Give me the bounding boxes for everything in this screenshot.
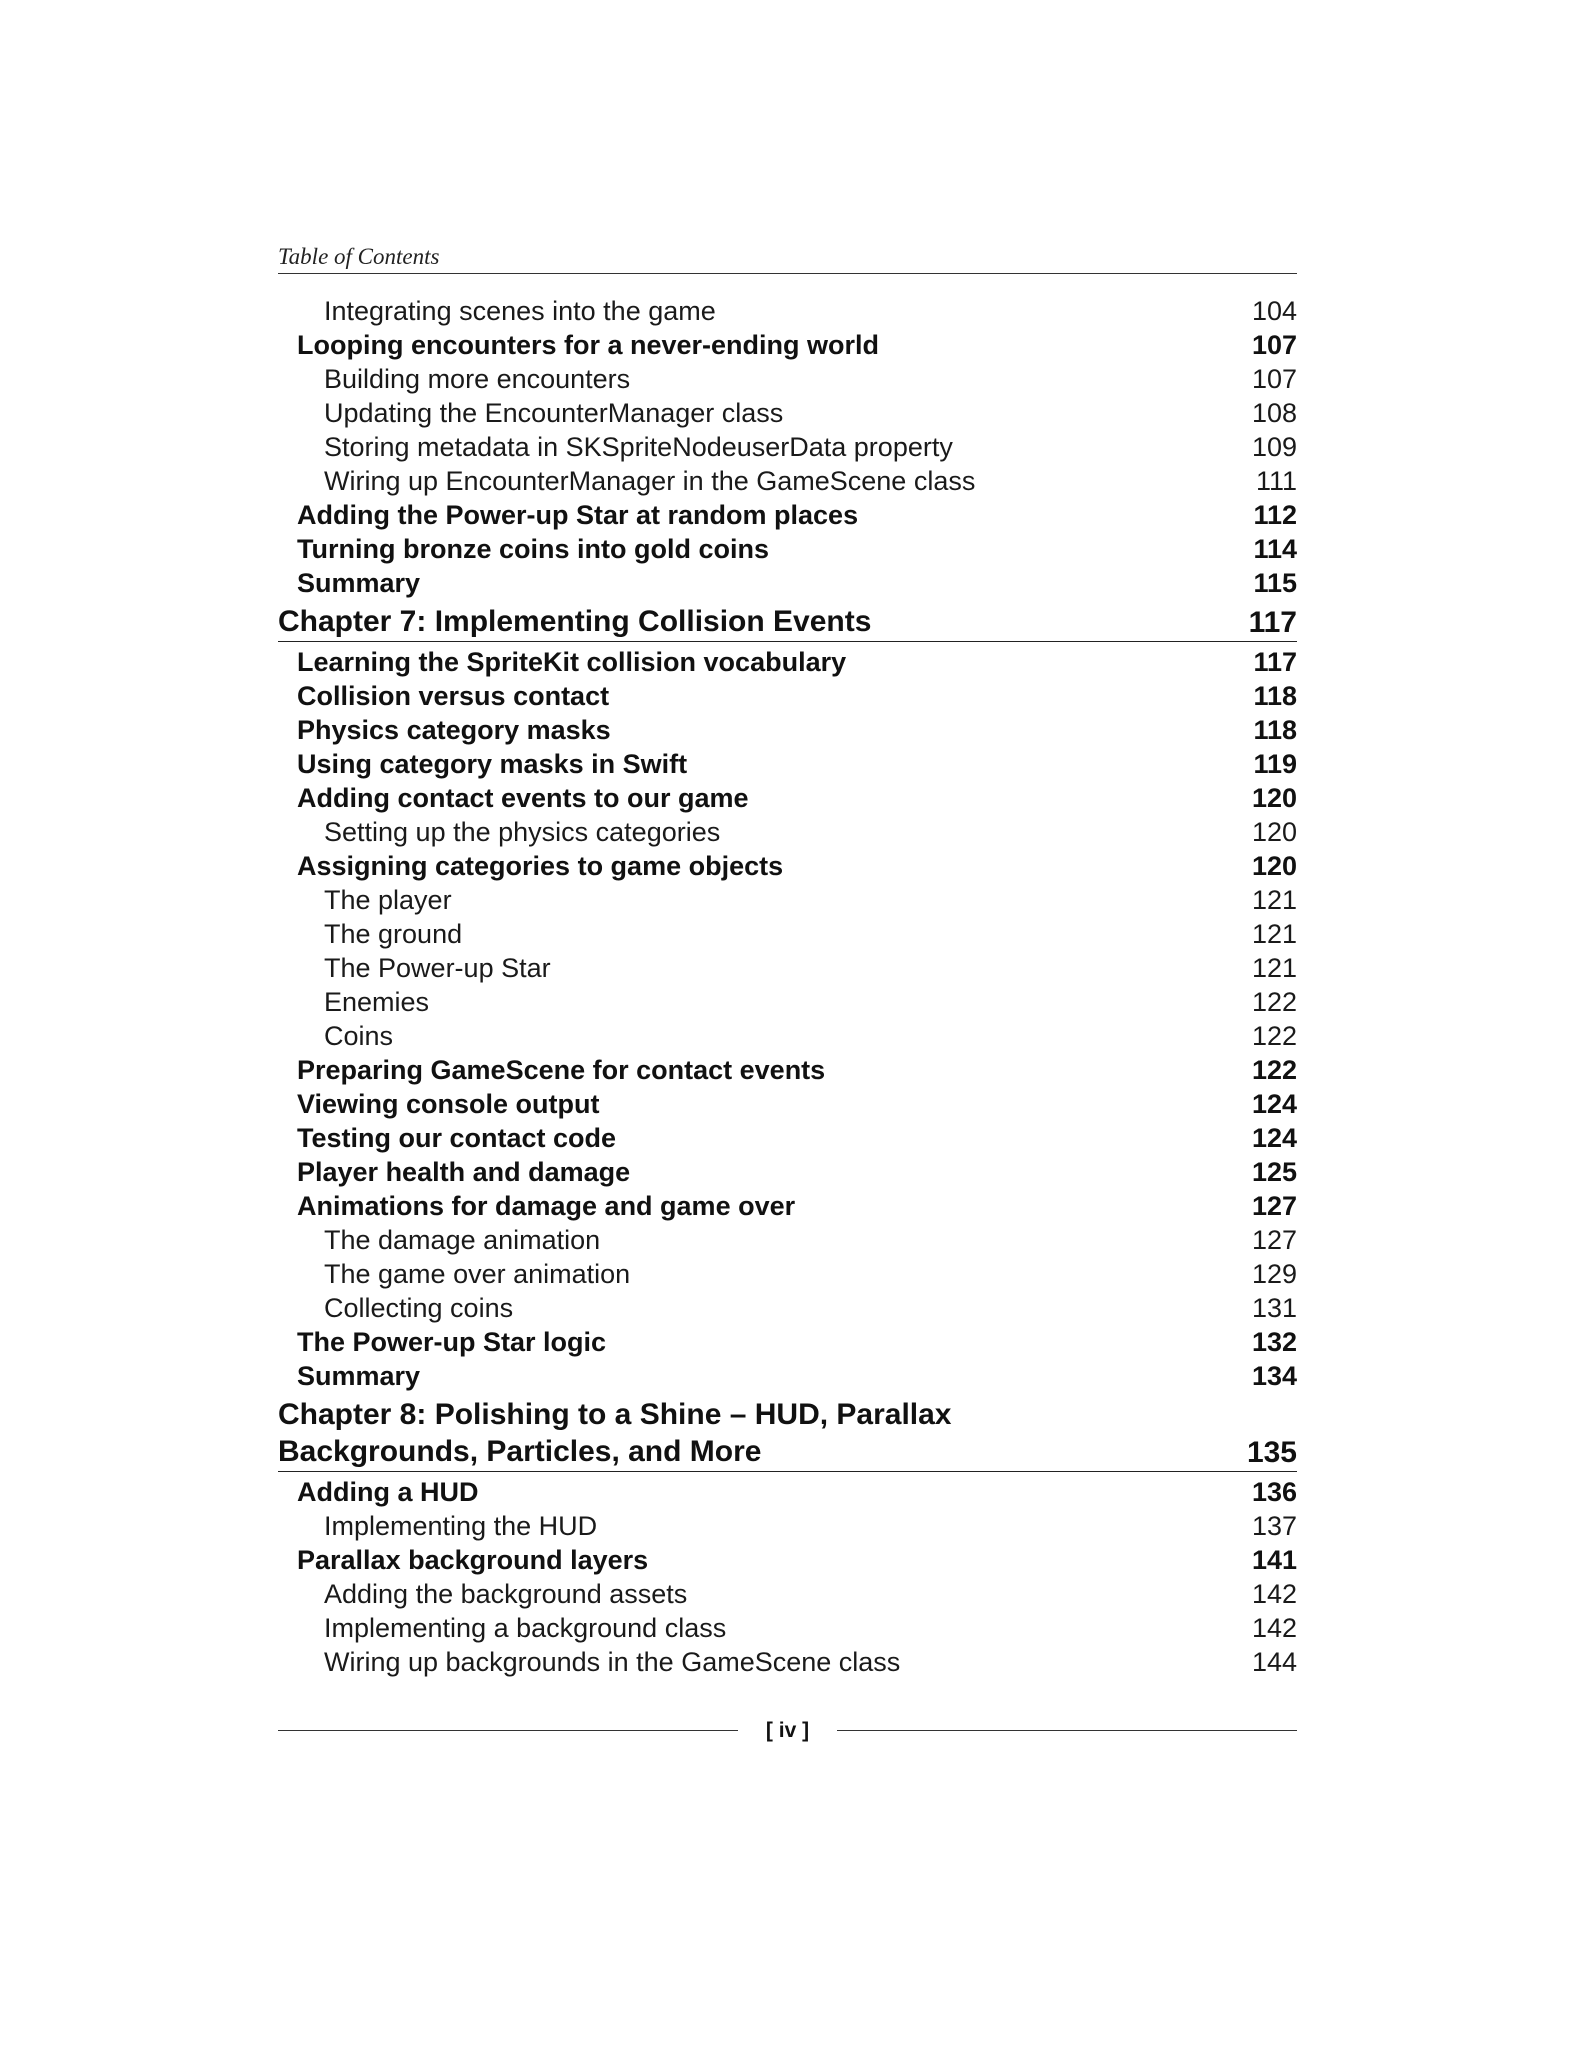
- entry-title: The ground: [324, 919, 463, 949]
- entry-title: Physics category masks: [297, 715, 611, 745]
- toc-section-entry[interactable]: [278, 1359, 1297, 1393]
- page-number: [ iv ]: [765, 1719, 810, 1742]
- entry-title: The Power-up Star logic: [297, 1327, 607, 1357]
- entry-page: 120: [1251, 783, 1297, 813]
- toc-subsection-entry[interactable]: [278, 815, 1297, 849]
- entry-title: Collecting coins: [324, 1293, 514, 1323]
- entry-title: Building more encounters: [324, 364, 631, 394]
- entry-page: 122: [1251, 987, 1297, 1017]
- toc-section-entry[interactable]: [278, 1087, 1297, 1121]
- entry-title: Using category masks in Swift: [297, 749, 688, 779]
- toc-subsection-entry[interactable]: [278, 430, 1297, 464]
- entry-title: The game over animation: [324, 1259, 631, 1289]
- entry-page: 107: [1251, 364, 1297, 394]
- toc-section-entry[interactable]: [278, 1475, 1297, 1509]
- toc-subsection-entry[interactable]: [278, 362, 1297, 396]
- entry-title: Implementing the HUD: [324, 1511, 598, 1541]
- entry-page: 131: [1251, 1293, 1297, 1323]
- entry-title: Wiring up backgrounds in the GameScene class: [324, 1647, 901, 1677]
- entry-page: 127: [1251, 1191, 1297, 1221]
- entry-page: 122: [1251, 1055, 1297, 1085]
- entry-title: The damage animation: [324, 1225, 601, 1255]
- toc-section-entry[interactable]: [278, 328, 1297, 362]
- entry-title: Collision versus contact: [297, 681, 610, 711]
- entry-title: The player: [324, 885, 452, 915]
- toc-section-entry[interactable]: [278, 645, 1297, 679]
- entry-title: Enemies: [324, 987, 430, 1017]
- toc-section-entry[interactable]: [278, 679, 1297, 713]
- entry-page: 117: [1253, 647, 1297, 677]
- toc-subsection-entry[interactable]: [278, 917, 1297, 951]
- entry-title: Adding the background assets: [324, 1579, 688, 1609]
- toc-subsection-entry[interactable]: [278, 1019, 1297, 1053]
- chapter-page: 117: [1248, 606, 1297, 639]
- entry-page: 118: [1253, 681, 1297, 711]
- entry-page: 114: [1253, 534, 1297, 564]
- chapter-page: 135: [1246, 1436, 1297, 1469]
- entry-page: 136: [1251, 1477, 1297, 1507]
- chapter-title: Chapter 7: Implementing Collision Events: [278, 605, 872, 638]
- entry-title: Updating the EncounterManager class: [324, 398, 784, 428]
- entry-page: 118: [1253, 715, 1297, 745]
- table-of-contents: [278, 294, 1297, 1679]
- entry-title: Setting up the physics categories: [324, 817, 721, 847]
- chapter-title-line-1: Chapter 8: Polishing to a Shine – HUD, Parallax: [278, 1398, 952, 1431]
- toc-section-entry[interactable]: [278, 1155, 1297, 1189]
- entry-title: Adding the Power-up Star at random places: [297, 500, 859, 530]
- entry-title: Turning bronze coins into gold coins: [297, 534, 769, 564]
- toc-subsection-entry[interactable]: [278, 1577, 1297, 1611]
- entry-title: Adding contact events to our game: [297, 783, 749, 813]
- entry-title: Viewing console output: [297, 1089, 600, 1119]
- entry-title: Testing our contact code: [297, 1123, 617, 1153]
- entry-title: Storing metadata in SKSpriteNodeuserData property: [324, 432, 953, 462]
- entry-title: Coins: [324, 1021, 394, 1051]
- entry-page: 124: [1251, 1123, 1297, 1153]
- chapter-7-heading[interactable]: [278, 603, 1297, 642]
- entry-page: 144: [1251, 1647, 1297, 1677]
- pre-entries: [278, 294, 1297, 600]
- toc-section-entry[interactable]: [278, 532, 1297, 566]
- toc-subsection-entry[interactable]: [278, 1645, 1297, 1679]
- toc-subsection-entry[interactable]: [278, 1611, 1297, 1645]
- entry-page: 120: [1251, 817, 1297, 847]
- entry-page: 142: [1251, 1579, 1297, 1609]
- entry-title: Parallax background layers: [297, 1545, 649, 1575]
- toc-section-entry[interactable]: [278, 713, 1297, 747]
- entry-page: 108: [1251, 398, 1297, 428]
- chapter-8-heading[interactable]: [278, 1396, 1297, 1472]
- toc-subsection-entry[interactable]: [278, 294, 1297, 328]
- toc-section-entry[interactable]: [278, 1325, 1297, 1359]
- entry-title: Wiring up EncounterManager in the GameScene class: [324, 466, 976, 496]
- toc-subsection-entry[interactable]: [278, 1291, 1297, 1325]
- entry-page: 121: [1251, 953, 1297, 983]
- entry-title: Adding a HUD: [297, 1477, 479, 1507]
- entry-page: 129: [1251, 1259, 1297, 1289]
- toc-section-entry[interactable]: [278, 1543, 1297, 1577]
- entry-title: Integrating scenes into the game: [324, 296, 716, 326]
- toc-subsection-entry[interactable]: [278, 1509, 1297, 1543]
- entry-page: 109: [1251, 432, 1297, 462]
- entry-page: 141: [1251, 1545, 1297, 1575]
- entry-page: 127: [1251, 1225, 1297, 1255]
- entry-page: 142: [1251, 1613, 1297, 1643]
- entry-title: Looping encounters for a never-ending world: [297, 330, 880, 360]
- chapter-8-entries: [278, 1475, 1297, 1679]
- toc-section-entry[interactable]: [278, 747, 1297, 781]
- entry-page: 132: [1251, 1327, 1297, 1357]
- entry-page: 124: [1251, 1089, 1297, 1119]
- entry-title: Assigning categories to game objects: [297, 851, 784, 881]
- entry-title: The Power-up Star: [324, 953, 551, 983]
- entry-page: 137: [1251, 1511, 1297, 1541]
- entry-title: Animations for damage and game over: [297, 1191, 796, 1221]
- page-footer: [278, 1716, 1297, 1746]
- toc-section-entry[interactable]: [278, 1189, 1297, 1223]
- toc-section-entry[interactable]: [278, 849, 1297, 883]
- entry-title: Summary: [297, 568, 421, 598]
- entry-page: 120: [1251, 851, 1297, 881]
- toc-section-entry[interactable]: [278, 781, 1297, 815]
- header-rule: [278, 273, 1297, 274]
- entry-page: 121: [1251, 885, 1297, 915]
- toc-subsection-entry[interactable]: [278, 396, 1297, 430]
- toc-section-entry[interactable]: [278, 498, 1297, 532]
- chapter-7-entries: [278, 645, 1297, 1393]
- entry-title: Learning the SpriteKit collision vocabulary: [297, 647, 847, 677]
- entry-title: Implementing a background class: [324, 1613, 727, 1643]
- toc-subsection-entry[interactable]: [278, 985, 1297, 1019]
- toc-section-entry[interactable]: [278, 1121, 1297, 1155]
- chapter-title-line-2: Backgrounds, Particles, and More: [278, 1435, 762, 1468]
- toc-subsection-entry[interactable]: [278, 464, 1297, 498]
- entry-page: 134: [1251, 1361, 1297, 1391]
- toc-subsection-entry[interactable]: [278, 951, 1297, 985]
- entry-page: 125: [1251, 1157, 1297, 1187]
- entry-page: 121: [1251, 919, 1297, 949]
- entry-title: Summary: [297, 1361, 421, 1391]
- footer-rule-right: [837, 1730, 1297, 1731]
- entry-page: 115: [1253, 568, 1297, 598]
- toc-subsection-entry[interactable]: [278, 1223, 1297, 1257]
- running-head-title: Table of Contents: [278, 244, 440, 269]
- entry-page: 107: [1251, 330, 1297, 360]
- entry-page: 112: [1253, 500, 1297, 530]
- entry-page: 119: [1253, 749, 1297, 779]
- entry-page: 122: [1251, 1021, 1297, 1051]
- entry-title: Preparing GameScene for contact events: [297, 1055, 826, 1085]
- entry-page: 111: [1255, 466, 1297, 496]
- entry-page: 104: [1251, 296, 1297, 326]
- toc-section-entry[interactable]: [278, 1053, 1297, 1087]
- toc-subsection-entry[interactable]: [278, 1257, 1297, 1291]
- entry-title: Player health and damage: [297, 1157, 631, 1187]
- toc-subsection-entry[interactable]: [278, 883, 1297, 917]
- toc-section-entry[interactable]: [278, 566, 1297, 600]
